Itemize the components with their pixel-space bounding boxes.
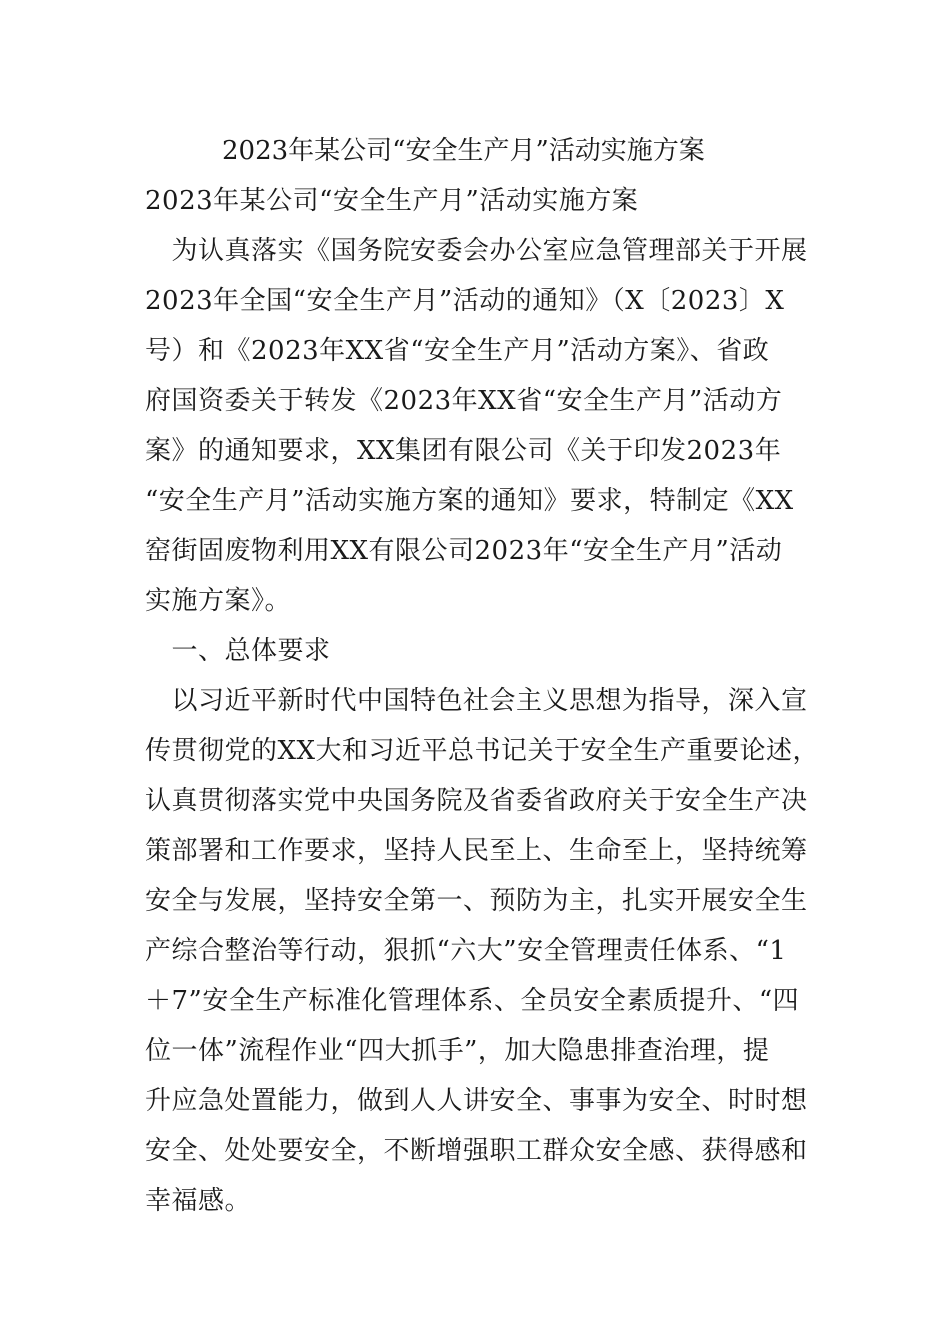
intro-line: 2023年全国“安全生产月”活动的通知》（X〔2023〕X xyxy=(145,286,785,316)
section-line: 位一体”流程作业“四大抓手”，加大隐患排查治理，提 xyxy=(145,1036,770,1066)
section-line: 认真贯彻落实党中央国务院及省委省政府关于安全生产决 xyxy=(145,786,808,816)
intro-line: “安全生产月”活动实施方案的通知》要求，特制定《XX xyxy=(145,486,794,516)
document-title: 2023年某公司“安全生产月”活动实施方案 xyxy=(222,136,705,166)
section-line: 以习近平新时代中国特色社会主义思想为指导，深入宣 xyxy=(145,686,808,716)
intro-line: 府国资委关于转发《2023年XX省“安全生产月”活动方 xyxy=(145,386,783,416)
section-line: 安全、处处要安全，不断增强职工群众安全感、获得感和 xyxy=(145,1136,808,1166)
intro-line: 实施方案》。 xyxy=(145,586,292,616)
intro-line: 为认真落实《国务院安委会办公室应急管理部关于开展 xyxy=(145,236,808,266)
intro-line: 案》的通知要求，XX集团有限公司《关于印发2023年 xyxy=(145,436,782,466)
section-line: 策部署和工作要求，坚持人民至上、生命至上，坚持统筹 xyxy=(145,836,808,866)
section-line: 产综合整治等行动，狠抓“六大”安全管理责任体系、“1 xyxy=(145,936,787,966)
section-line: 幸福感。 xyxy=(145,1186,252,1216)
intro-line: 号）和《2023年XX省“安全生产月”活动方案》、省政 xyxy=(145,336,770,366)
intro-line: 窑街固废物利用XX有限公司2023年“安全生产月”活动 xyxy=(145,536,783,566)
section-line: 安全与发展，坚持安全第一、预防为主，扎实开展安全生 xyxy=(145,886,808,916)
section-line: 传贯彻党的XX大和习近平总书记关于安全生产重要论述， xyxy=(145,736,820,766)
document-subtitle: 2023年某公司“安全生产月”活动实施方案 xyxy=(145,186,639,216)
section-line: 升应急处置能力，做到人人讲安全、事事为安全、时时想 xyxy=(145,1086,808,1116)
section-line: ＋7”安全生产标准化管理体系、全员安全素质提升、“四 xyxy=(145,986,800,1016)
section-heading: 一、总体要求 xyxy=(145,636,331,666)
